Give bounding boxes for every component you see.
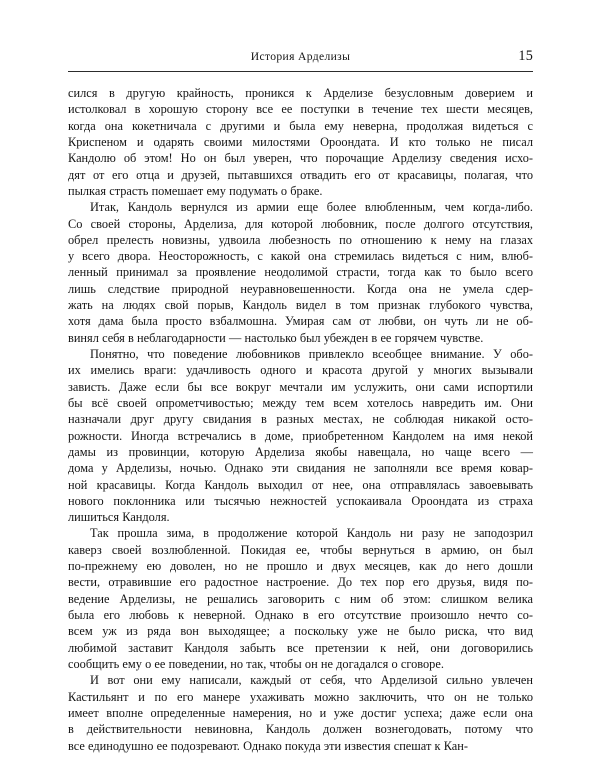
text-line: Так прошла зима, в продолжение которой Кандоль ни разу не заподозрил	[90, 526, 533, 541]
text-line: бы всё своей опрометчивостью; между тем всем хотелось навредить им. Они	[68, 395, 533, 410]
text-line: истолковал в хорошую сторону все ее поступки в течение тех шести месяцев,	[68, 102, 533, 117]
text-line: их имелись враги: удачливость одного и красота другой у многих вызывали	[68, 363, 533, 378]
text-line: ной красавицы. Когда Кандоль выходил от нее, она отправлялась завоевывать	[68, 477, 533, 492]
text-line: сообщить ему о ее поведении, но так, чтобы он не догадался о сговоре.	[68, 656, 444, 671]
text-line: Кастильянт и по его манере ухаживать можно заключить, что он не только	[68, 689, 533, 704]
paragraph	[68, 85, 533, 199]
text-line: Понятно, что поведение любовников привлекло всеобщее внимание. У обо-	[90, 347, 533, 361]
text-line: была его любовь к неверной. Однако в его отсутствие произошло нечто со-	[68, 608, 533, 622]
text-line: винял себя в неблагодарности — настолько был убежден в ее горячем чувстве.	[68, 330, 484, 345]
paragraph	[68, 525, 533, 672]
text-line: всем уж из ряда вон выходящее; а поскольку уже не было риска, что вид	[68, 624, 533, 639]
text-line: ленный принимал за проявление неодолимой страсти, тогда как то было всего	[68, 265, 533, 280]
running-header-title: История Арделизы	[250, 50, 351, 63]
text-line: каверз своей возлюбленной. Покидая ее, чтобы вернуться в армию, он был	[68, 542, 533, 557]
text-line: Итак, Кандоль вернулся из армии еще более влюбленным, чем когда-либо.	[90, 200, 533, 215]
text-line: имеет вполне определенные намерения, но и уже достиг успеха; даже если она	[68, 705, 533, 720]
text-line: сился в другую крайность, проникся к Арделизе безусловным доверием и	[68, 86, 533, 100]
body-text-column	[68, 85, 533, 754]
header-rule-divider	[68, 71, 533, 72]
text-line: И вот они ему написали, каждый от себя, что Арделизой сильно увлечен	[90, 673, 533, 688]
text-line: хотя дама была просто взбалмошна. Умирая сам от любви, он чуть ли не об-	[68, 314, 533, 329]
text-line: ведение Арделизы, не решались заговорить с ним об этом: слишком велика	[68, 591, 533, 606]
running-header	[68, 50, 533, 70]
text-line: дят от его отца и друзей, пытавшихся отвадить его от красавицы, полагая, что	[68, 167, 533, 182]
text-line: лишь следствие природной неуравновешенности. Когда она не умела сдер-	[68, 281, 533, 296]
paragraph	[68, 346, 533, 525]
text-line: жать на людях свой порыв, Кандоль видел в том признак глубокого чувства,	[68, 298, 533, 313]
page-number: 15	[518, 48, 533, 64]
text-line: в действительности невиновна, Кандоль должен вознегодовать, потому что	[68, 722, 533, 737]
text-line: назначали друг другу свидания в разных местах, не соблюдая никакой осто-	[68, 412, 533, 427]
text-line: вести, отравившие его радостное настроение. До тех пор его друзья, видя по-	[68, 575, 533, 590]
text-line: нового поклонника или тысячью нежностей успокаивала Ороондата из страха	[68, 493, 533, 508]
text-line: пылкая страсть помешает ему подумать о браке.	[68, 183, 323, 198]
text-line: Криспеном и одарять своими милостями Ороондата. И кто только не писал	[68, 134, 533, 149]
paragraph	[68, 199, 533, 346]
text-line: у всего двора. Неосторожность, с какой она стремилась видеться с ним, влюб-	[68, 249, 533, 264]
text-line: рожности. Иногда встречались в доме, приобретенном Кандолем на имя некой	[68, 428, 533, 443]
text-line: любимой заставит Кандоля забыть все претензии к ней, они договорились	[68, 640, 533, 655]
text-line: все единодушно ее подозревают. Однако покуда эти известия спешат к Кан-	[68, 738, 468, 753]
text-line: дамы из провинции, которую Арделиза якобы навещала, но чаще всего —	[68, 444, 533, 459]
text-line: дома у Арделизы, ночью. Однако эти свидания не заполняли все время ковар-	[68, 461, 533, 476]
text-line: Со своей стороны, Арделиза, для которой любовник, после долгого отсутствия,	[68, 216, 533, 231]
paragraph	[68, 672, 533, 754]
text-line: по-прежнему ею доволен, но не прошло и двух месяцев, как до него дошли	[68, 559, 533, 574]
text-line: когда она кокетничала с другими и была ему неверна, продолжая видеться с	[68, 118, 533, 133]
text-line: зависть. Даже если бы все вокруг мечтали им услужить, они сами испортили	[68, 379, 533, 394]
text-line: Кандолю об этом! Но он был уверен, что порочащие Арделизу сведения исхо-	[68, 151, 533, 166]
text-line: лишиться Кандоля.	[68, 510, 170, 525]
text-line: обрел прелесть новизны, удвоила любезность по отношению к нему на глазах	[68, 232, 533, 247]
